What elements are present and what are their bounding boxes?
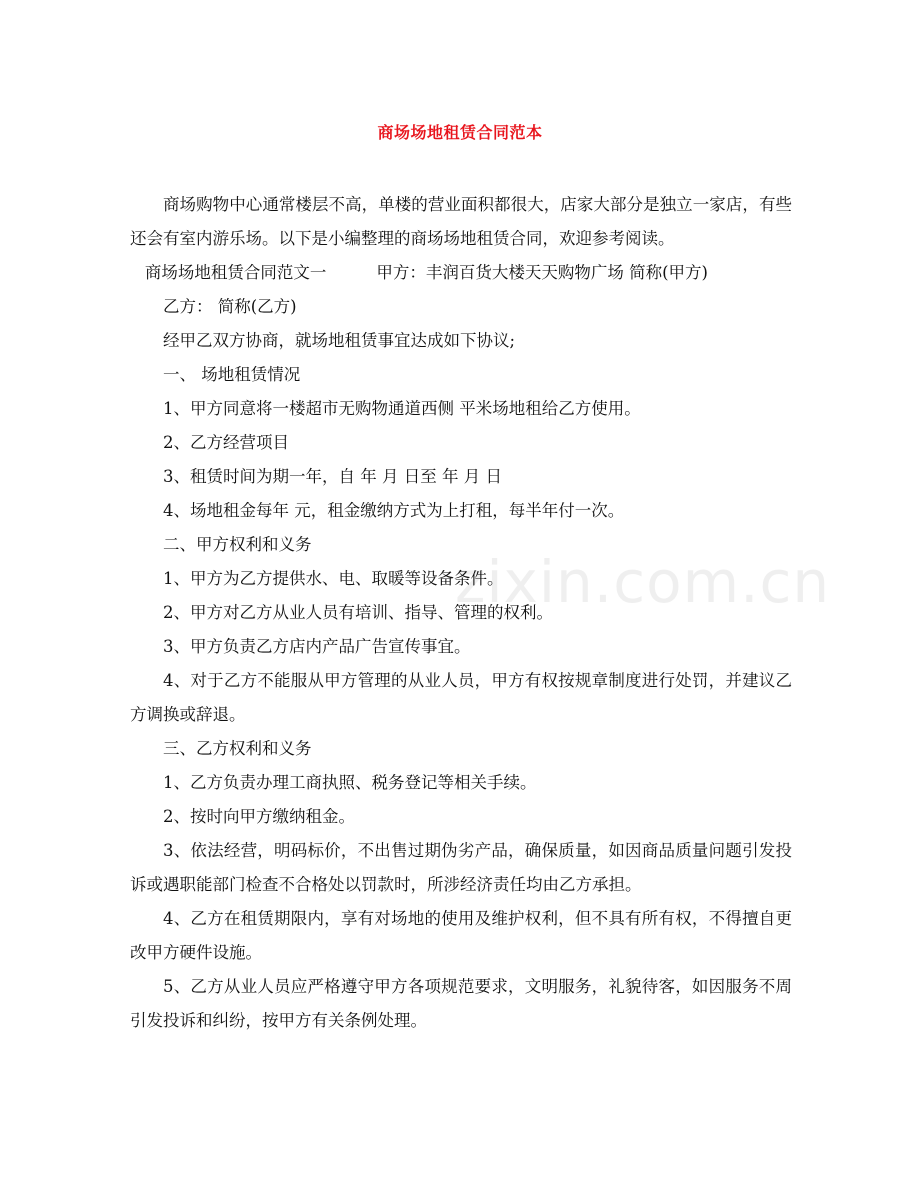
- clause-2-3: 3、甲方负责乙方店内产品广告宣传事宜。: [163, 637, 471, 656]
- contract-heading-line: [130, 256, 792, 290]
- clause-2-2: 2、甲方对乙方从业人员有培训、指导、管理的权利。: [163, 603, 553, 622]
- clause-2-1: 1、甲方为乙方提供水、电、取暖等设备条件。: [163, 569, 504, 588]
- intro-paragraph: 商场购物中心通常楼层不高，单楼的营业面积都很大，店家大部分是独立一家店，有些还会有室内游乐场。以下是小编整理的商场场地租赁合同，欢迎参考阅读。: [130, 195, 792, 248]
- clause-3-3: 3、依法经营，明码标价，不出售过期伪劣产品，确保质量，如因商品质量问题引发投诉或遇职能部门检查不合格处以罚款时，所涉经济责任均由乙方承担。: [130, 841, 792, 894]
- clause-3-2: 2、按时向甲方缴纳租金。: [163, 807, 355, 826]
- watermark-text: zixin.com.cn: [455, 548, 831, 616]
- clause-3-5: 5、乙方从业人员应严格遵守甲方各项规范要求，文明服务，礼貌待客，如因服务不周引发投诉和纠纷，按甲方有关条例处理。: [130, 977, 792, 1030]
- clause-1-2: 2、乙方经营项目: [163, 433, 289, 452]
- clause-2-4: 4、对于乙方不能服从甲方管理的从业人员，甲方有权按规章制度进行处罚，并建议乙方调换或辞退。: [130, 671, 792, 724]
- section-heading-1: 一、 场地租赁情况: [163, 365, 301, 384]
- clause-3-4: 4、乙方在租赁期限内，享有对场地的使用及维护权利，但不具有所有权，不得擅自更改甲方硬件设施。: [130, 909, 792, 962]
- document-title: 商场场地租赁合同范本: [377, 123, 543, 142]
- document-body: [130, 188, 792, 1038]
- clause-3-1: 1、乙方负责办理工商执照、税务登记等相关手续。: [163, 773, 537, 792]
- clause-1-1: 1、甲方同意将一楼超市无购物通道西侧 平米场地租给乙方使用。: [163, 399, 641, 418]
- agreement-intro: 经甲乙双方协商，就场地租赁事宜达成如下协议;: [163, 331, 516, 350]
- party-a-line: 甲方：丰润百货大楼天天购物广场 简称(甲方): [376, 263, 708, 282]
- section-heading-3: 三、乙方权利和义务: [163, 739, 312, 758]
- contract-subtitle: 商场场地租赁合同范文一: [144, 263, 327, 282]
- clause-1-4: 4、场地租金每年 元，租金缴纳方式为上打租，每半年付一次。: [163, 501, 625, 520]
- party-b-line: 乙方： 简称(乙方): [163, 297, 297, 316]
- clause-1-3: 3、租赁时间为期一年，自 年 月 日至 年 月 日: [163, 467, 502, 486]
- section-heading-2: 二、甲方权利和义务: [163, 535, 312, 554]
